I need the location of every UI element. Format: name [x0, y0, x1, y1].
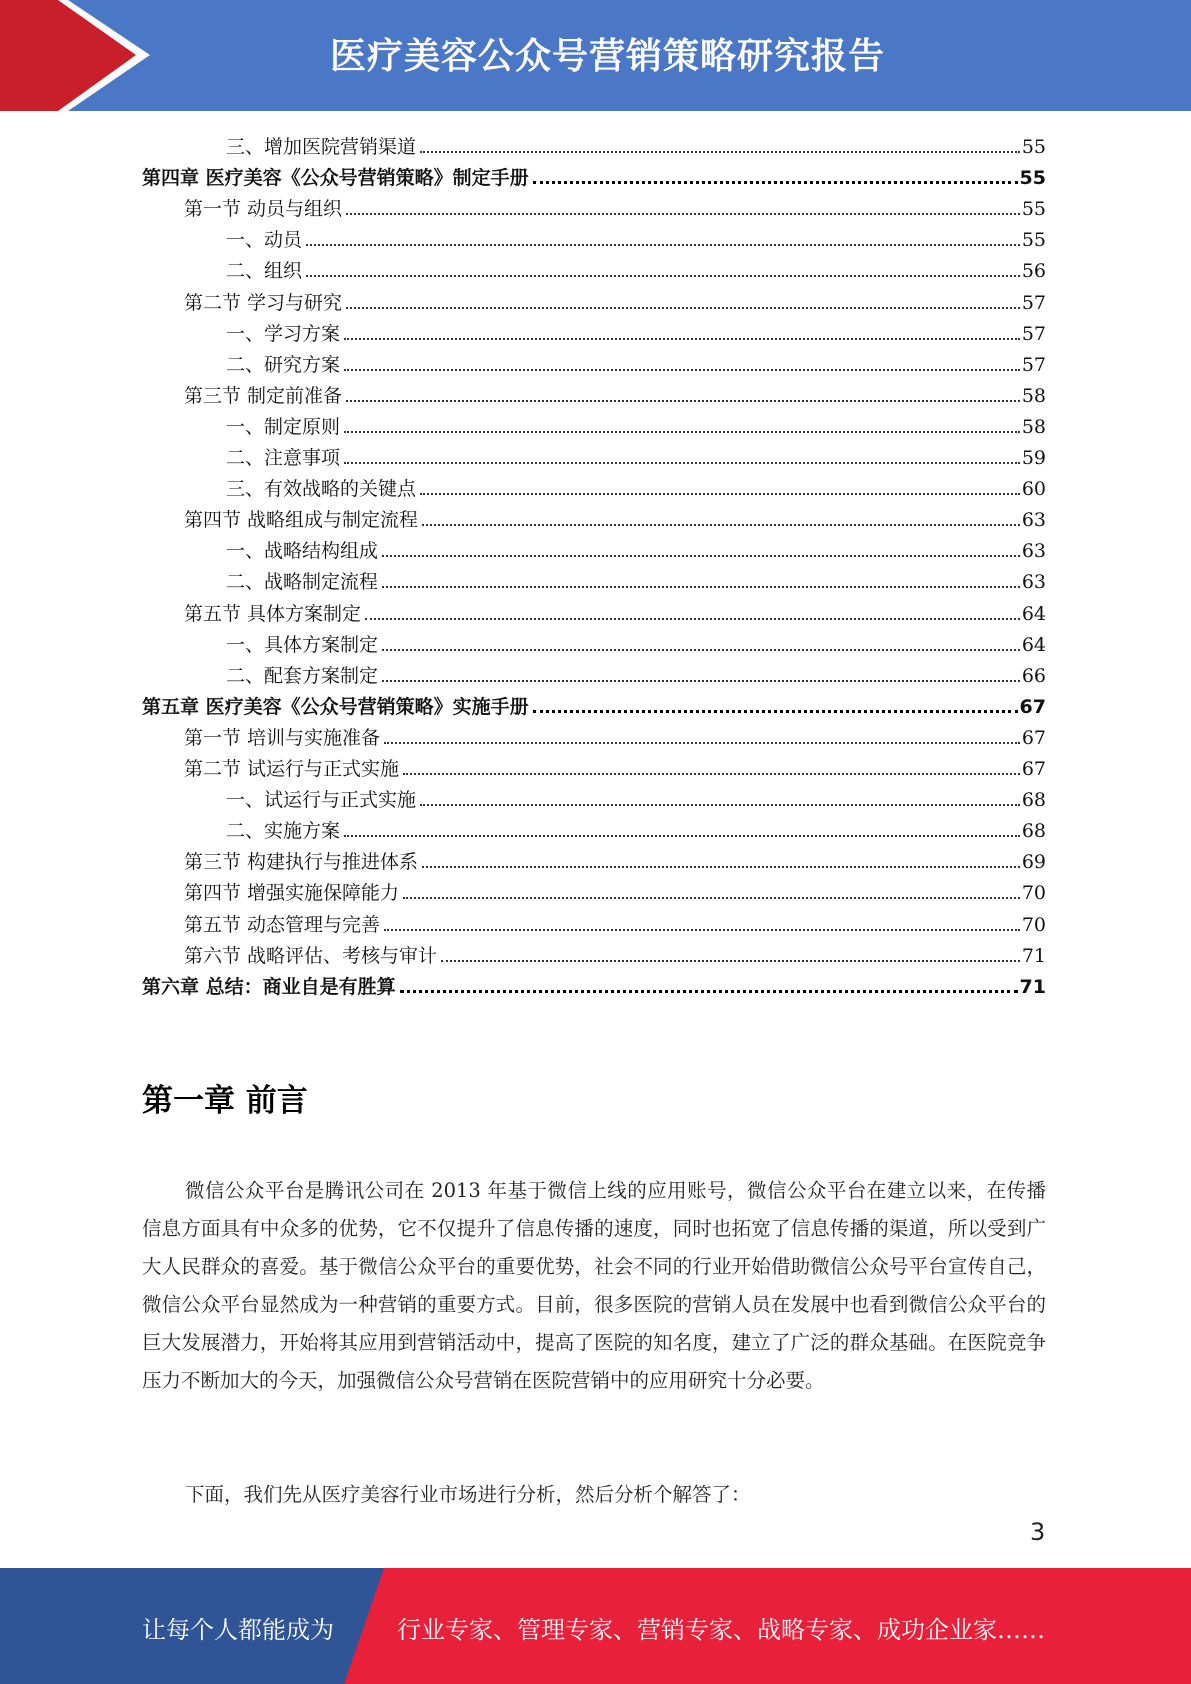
toc-page-number: 55	[1019, 167, 1046, 190]
toc-entry-label: 一、试运行与正式实施	[226, 789, 417, 812]
toc-page-number: 58	[1021, 415, 1046, 438]
toc-section-entry[interactable]	[184, 874, 1046, 905]
page-header	[0, 0, 1191, 111]
toc-entry-label: 一、学习方案	[226, 322, 341, 345]
toc-dot-leader	[422, 524, 1020, 526]
toc-dot-leader	[344, 462, 1020, 464]
toc-dot-leader	[533, 710, 1018, 713]
toc-section-entry[interactable]	[184, 750, 1046, 781]
toc-dot-leader	[306, 275, 1020, 277]
toc-dot-leader	[382, 555, 1020, 557]
toc-entry-label: 二、组织	[226, 260, 303, 283]
page-number: 3	[1030, 1518, 1046, 1546]
toc-page-number: 58	[1021, 384, 1046, 407]
toc-section-entry[interactable]	[184, 937, 1046, 968]
toc-subsection-entry[interactable]	[226, 408, 1046, 439]
toc-dot-leader	[403, 897, 1020, 899]
chapter-heading: 第一章 前言	[142, 1083, 308, 1119]
toc-page-number: 71	[1021, 944, 1046, 967]
toc-dot-leader	[400, 990, 1018, 993]
toc-section-entry[interactable]	[184, 906, 1046, 937]
toc-entry-label: 二、战略制定流程	[226, 571, 379, 594]
toc-entry-label: 二、实施方案	[226, 820, 341, 843]
toc-entry-label: 第五节 具体方案制定	[184, 602, 362, 625]
toc-page-number: 64	[1021, 633, 1046, 656]
footer-slogan-left: 让每个人都能成为	[142, 1616, 334, 1644]
toc-page-number: 57	[1021, 353, 1046, 376]
toc-entry-label: 第五节 动态管理与完善	[184, 913, 381, 936]
toc-chapter-entry[interactable]	[142, 688, 1046, 719]
toc-page-number: 63	[1021, 540, 1046, 563]
toc-page-number: 67	[1021, 758, 1046, 780]
toc-entry-label: 第一节 培训与实施准备	[184, 726, 381, 749]
toc-dot-leader	[346, 400, 1020, 402]
toc-subsection-entry[interactable]	[226, 470, 1046, 501]
toc-page-number: 63	[1021, 509, 1046, 532]
toc-dot-leader	[420, 804, 1020, 806]
toc-dot-leader	[344, 369, 1020, 371]
header-arrow-red	[0, 0, 136, 111]
toc-entry-label: 二、配套方案制定	[226, 664, 379, 687]
toc-entry-label: 三、有效战略的关键点	[226, 478, 417, 501]
toc-entry-label: 二、注意事项	[226, 447, 341, 469]
toc-entry-label: 一、动员	[226, 229, 303, 252]
toc-section-entry[interactable]	[184, 377, 1046, 408]
toc-dot-leader	[382, 680, 1020, 682]
toc-page-number: 70	[1021, 882, 1046, 905]
toc-entry-label: 第二节 学习与研究	[184, 291, 343, 314]
toc-subsection-entry[interactable]	[226, 657, 1046, 688]
intro-paragraph: 微信公众平台是腾讯公司在 2013 年基于微信上线的应用账号，微信公众平台在建立以来，在传播信息方面具有中众多的优势，它不仅提升了信息传播的速度，同时也拓宽了信息传播的渠道，所以受到广大人民群众的喜爱。基于微信公众平台的重要优势，社会不同的行业开始借助微信公众号平台宣传自己，微信公众平台显然成为一种营销的重要方式。目前，很多医院的营销人员在发展中也看到微信公众平台的巨大发展潜力，开始将其应用到营销活动中，提高了医院的知名度，建立了广泛的群众基础。在医院竞争压力不断加大的今天，加强微信公众号营销在医院营销中的应用研究十分必要。	[142, 1179, 1046, 1392]
toc-dot-leader	[420, 493, 1020, 495]
toc-entry-label: 一、具体方案制定	[226, 633, 379, 656]
toc-dot-leader	[420, 151, 1020, 153]
toc-entry-label: 第二节 试运行与正式实施	[184, 758, 400, 780]
transition-paragraph: 下面，我们先从医疗美容行业市场进行分析，然后分析个解答了：	[185, 1483, 751, 1506]
toc-subsection-entry[interactable]	[226, 252, 1046, 283]
toc-page-number: 55	[1021, 136, 1046, 158]
toc-entry-label: 一、战略结构组成	[226, 540, 379, 563]
toc-entry-label: 三、增加医院营销渠道	[226, 136, 417, 158]
toc-page-number: 63	[1021, 571, 1046, 594]
toc-dot-leader	[382, 586, 1020, 588]
toc-page-number: 64	[1021, 602, 1046, 625]
toc-dot-leader	[346, 213, 1020, 215]
toc-chapter-entry[interactable]	[142, 159, 1046, 190]
toc-page-number: 59	[1021, 447, 1046, 469]
toc-entry-label: 第六章 总结：商业自是有胜算	[142, 975, 396, 998]
toc-entry-label: 第三节 构建执行与推进体系	[184, 851, 419, 874]
toc-dot-leader	[344, 338, 1020, 340]
toc-dot-leader	[533, 181, 1018, 184]
toc-section-entry[interactable]	[184, 501, 1046, 532]
footer-slogan-right: 行业专家、管理专家、营销专家、战略专家、成功企业家……	[397, 1616, 1045, 1644]
toc-dot-leader	[384, 742, 1020, 744]
toc-dot-leader	[441, 960, 1020, 962]
toc-page-number: 57	[1021, 322, 1046, 345]
toc-section-entry[interactable]	[184, 595, 1046, 626]
toc-entry-label: 一、制定原则	[226, 415, 341, 438]
toc-section-entry[interactable]	[184, 719, 1046, 750]
toc-dot-leader	[384, 929, 1020, 931]
toc-page-number: 66	[1021, 664, 1046, 687]
toc-page-number: 55	[1021, 229, 1046, 252]
toc-section-entry[interactable]	[184, 190, 1046, 221]
toc-dot-leader	[403, 773, 1020, 775]
toc-page-number: 60	[1021, 478, 1046, 501]
toc-subsection-entry[interactable]	[226, 781, 1046, 812]
page-footer	[0, 1568, 1191, 1684]
toc-section-entry[interactable]	[184, 284, 1046, 315]
toc-entry-label: 第三节 制定前准备	[184, 384, 343, 407]
toc-page-number: 56	[1021, 260, 1046, 283]
toc-dot-leader	[344, 835, 1020, 837]
toc-subsection-entry[interactable]	[226, 626, 1046, 657]
toc-subsection-entry[interactable]	[226, 346, 1046, 377]
toc-page-number: 55	[1021, 198, 1046, 221]
toc-subsection-entry[interactable]	[226, 221, 1046, 252]
toc-subsection-entry[interactable]	[226, 532, 1046, 563]
toc-dot-leader	[365, 618, 1020, 620]
toc-section-entry[interactable]	[184, 843, 1046, 874]
toc-subsection-entry[interactable]	[226, 563, 1046, 594]
toc-dot-leader	[344, 431, 1020, 433]
toc-chapter-entry[interactable]	[142, 968, 1046, 999]
toc-dot-leader	[422, 866, 1020, 868]
toc-page-number: 67	[1021, 726, 1046, 749]
toc-page-number: 68	[1021, 820, 1046, 843]
report-title: 医疗美容公众号营销策略研究报告	[330, 36, 886, 77]
toc-entry-label: 第四章 医疗美容《公众号营销策略》制定手册	[142, 167, 529, 190]
toc-entry-label: 第一节 动员与组织	[184, 198, 343, 221]
toc-subsection-entry[interactable]	[226, 439, 1046, 470]
toc-page-number: 69	[1021, 851, 1046, 874]
toc-page-number: 57	[1021, 291, 1046, 314]
toc-entry-label: 第六节 战略评估、考核与审计	[184, 944, 438, 967]
toc-page-number: 71	[1019, 975, 1046, 998]
toc-dot-leader	[382, 649, 1020, 651]
toc-page-number: 67	[1019, 695, 1046, 718]
toc-entry-label: 第五章 医疗美容《公众号营销策略》实施手册	[142, 695, 529, 718]
toc-page-number: 70	[1021, 913, 1046, 936]
toc-subsection-entry[interactable]	[226, 315, 1046, 346]
toc-subsection-entry[interactable]	[226, 812, 1046, 843]
toc-entry-label: 二、研究方案	[226, 353, 341, 376]
toc-subsection-entry[interactable]	[226, 128, 1046, 159]
toc-page-number: 68	[1021, 789, 1046, 812]
toc-dot-leader	[306, 244, 1020, 246]
toc-entry-label: 第四节 增强实施保障能力	[184, 882, 400, 905]
toc-dot-leader	[346, 307, 1020, 309]
toc-entry-label: 第四节 战略组成与制定流程	[184, 509, 419, 532]
